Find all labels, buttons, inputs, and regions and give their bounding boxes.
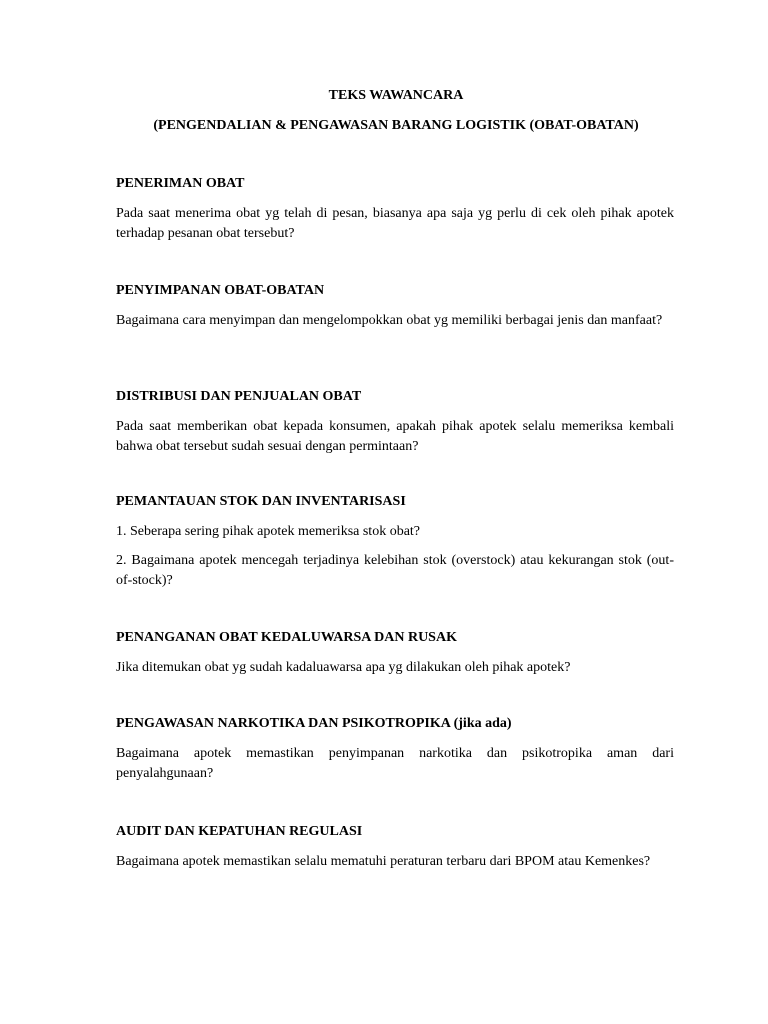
section-paragraph: Pada saat memberikan obat kepada konsumen, apakah pihak apotek selalu memeriksa kembali bahwa obat tersebut sudah sesuai dengan permintaan? (116, 419, 674, 454)
section-paragraph: Pada saat menerima obat yg telah di pesan, biasanya apa saja yg perlu di cek oleh pihak apotek terhadap pesanan obat tersebut? (116, 206, 674, 241)
section-penyimpanan-obat (116, 281, 674, 331)
section-heading: PEMANTAUAN STOK DAN INVENTARISASI (116, 494, 406, 509)
section-heading: DISTRIBUSI DAN PENJUALAN OBAT (116, 389, 362, 404)
section-audit-regulasi (116, 822, 674, 872)
section-heading: PENERIMAN OBAT (116, 176, 245, 191)
section-paragraph: 2. Bagaimana apotek mencegah terjadinya kelebihan stok (overstock) atau kekurangan stok (out-of-stock)? (116, 553, 674, 588)
section-paragraph: Jika ditemukan obat yg sudah kadaluawarsa apa yg dilakukan oleh pihak apotek? (116, 660, 571, 675)
section-heading: PENYIMPANAN OBAT-OBATAN (116, 283, 325, 298)
section-peneriman-obat (116, 174, 674, 244)
section-paragraph: Bagaimana apotek memastikan penyimpanan narkotika dan psikotropika aman dari penyalahgunaan? (116, 746, 674, 781)
section-paragraph: Bagaimana cara menyimpan dan mengelompokkan obat yg memiliki berbagai jenis dan manfaat? (116, 313, 663, 328)
section-heading: PENANGANAN OBAT KEDALUWARSA DAN RUSAK (116, 630, 457, 645)
section-penanganan-kedaluwarsa (116, 628, 674, 678)
section-paragraph: 1. Seberapa sering pihak apotek memeriksa stok obat? (116, 524, 421, 539)
section-pengawasan-narkotika (116, 714, 674, 784)
section-heading: AUDIT DAN KEPATUHAN REGULASI (116, 824, 363, 839)
section-pemantauan-stok (116, 492, 674, 591)
document-subtitle: (PENGENDALIAN & PENGAWASAN BARANG LOGISTIK (OBAT-OBATAN) (153, 118, 639, 133)
document-title: TEKS WAWANCARA (328, 88, 464, 103)
section-heading: PENGAWASAN NARKOTIKA DAN PSIKOTROPIKA (jika ada) (116, 716, 512, 731)
section-paragraph: Bagaimana apotek memastikan selalu mematuhi peraturan terbaru dari BPOM atau Kemenkes? (116, 854, 651, 869)
section-distribusi-penjualan (116, 387, 674, 457)
